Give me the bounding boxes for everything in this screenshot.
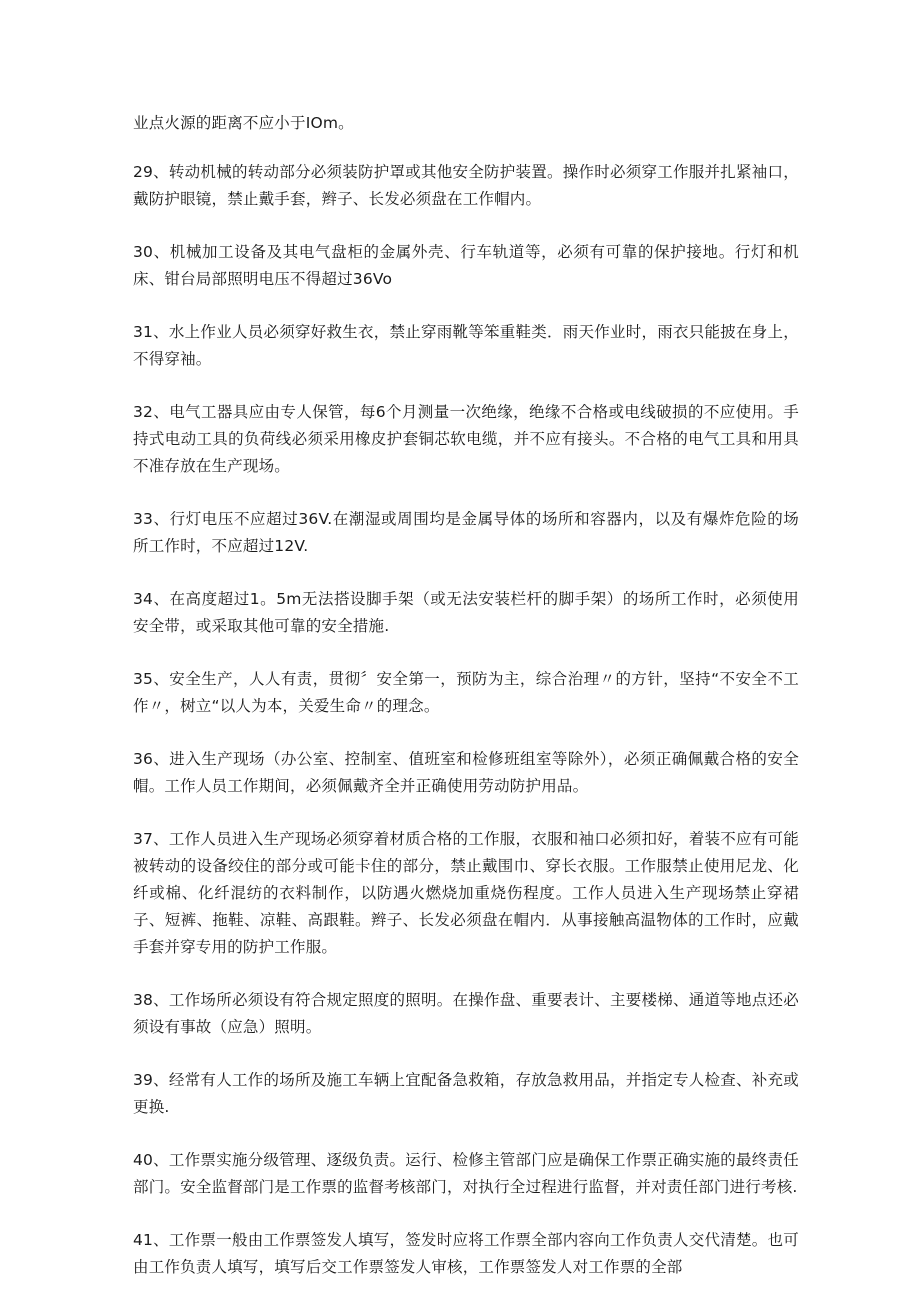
- paragraph-36: 36、进入生产现场（办公室、控制室、值班室和检修班组室等除外），必须正确佩戴合格的安全帽。工作人员工作期间，必须佩戴齐全并正确使用劳动防护用品。: [133, 750, 799, 795]
- paragraph-33: 33、行灯电压不应超过36V.在潮湿或周围均是金属导体的场所和容器内，以及有爆炸危险的场所工作时，不应超过12V.: [133, 510, 799, 555]
- paragraph-32: 32、电气工器具应由专人保管，每6个月测量一次绝缘，绝缘不合格或电线破损的不应使用。手持式电动工具的负荷线必须采用橡皮护套铜芯软电缆，并不应有接头。不合格的电气工具和用具不准存放在生产现场。: [133, 403, 799, 475]
- paragraph-28-tail: 业点火源的距离不应小于IOm。: [133, 114, 354, 132]
- document-page: [133, 110, 799, 1307]
- paragraph-39: 39、经常有人工作的场所及施工车辆上宜配备急救箱，存放急救用品，并指定专人检查、补充或更换.: [133, 1071, 799, 1116]
- paragraph-30: 30、机械加工设备及其电气盘柜的金属外壳、行车轨道等，必须有可靠的保护接地。行灯和机床、钳台局部照明电压不得超过36Vo: [133, 243, 799, 288]
- paragraph-35: 35、安全生产，人人有责，贯彻〞安全第一，预防为主，综合治理〃的方针，坚持“不安全不工作〃，树立“以人为本，关爱生命〃的理念。: [133, 670, 799, 715]
- paragraph-40: 40、工作票实施分级管理、逐级负责。运行、检修主管部门应是确保工作票正确实施的最终责任部门。安全监督部门是工作票的监督考核部门，对执行全过程进行监督，并对责任部门进行考核.: [133, 1151, 799, 1196]
- paragraph-38: 38、工作场所必须设有符合规定照度的照明。在操作盘、重要表计、主要楼梯、通道等地点还必须设有事故（应急）照明。: [133, 991, 799, 1036]
- paragraph-34: 34、在高度超过1。5m无法搭设脚手架（或无法安装栏杆的脚手架）的场所工作时，必须使用安全带，或采取其他可靠的安全措施.: [133, 590, 799, 635]
- paragraph-29: 29、转动机械的转动部分必须装防护罩或其他安全防护装置。操作时必须穿工作服并扎紧袖口，戴防护眼镜，禁止戴手套，辫子、长发必须盘在工作帽内。: [133, 163, 799, 208]
- paragraph-41: 41、工作票一般由工作票签发人填写，签发时应将工作票全部内容向工作负责人交代清楚。也可由工作负责人填写，填写后交工作票签发人审核，工作票签发人对工作票的全部: [133, 1231, 799, 1276]
- paragraph-31: 31、水上作业人员必须穿好救生衣，禁止穿雨靴等笨重鞋类．雨天作业时，雨衣只能披在身上，不得穿袖。: [133, 323, 799, 368]
- paragraph-37: 37、工作人员进入生产现场必须穿着材质合格的工作服，衣服和袖口必须扣好，着装不应有可能被转动的设备绞住的部分或可能卡住的部分，禁止戴围巾、穿长衣服。工作服禁止使用尼龙、化纤或棉、化纤混纺的衣料制作，以防遇火燃烧加重烧伤程度。工作人员进入生产现场禁止穿裙子、短裤、拖鞋、凉鞋、高跟鞋。辫子、长发必须盘在帽内．从事接触高温物体的工作时，应戴手套并穿专用的防护工作服。: [133, 830, 799, 956]
